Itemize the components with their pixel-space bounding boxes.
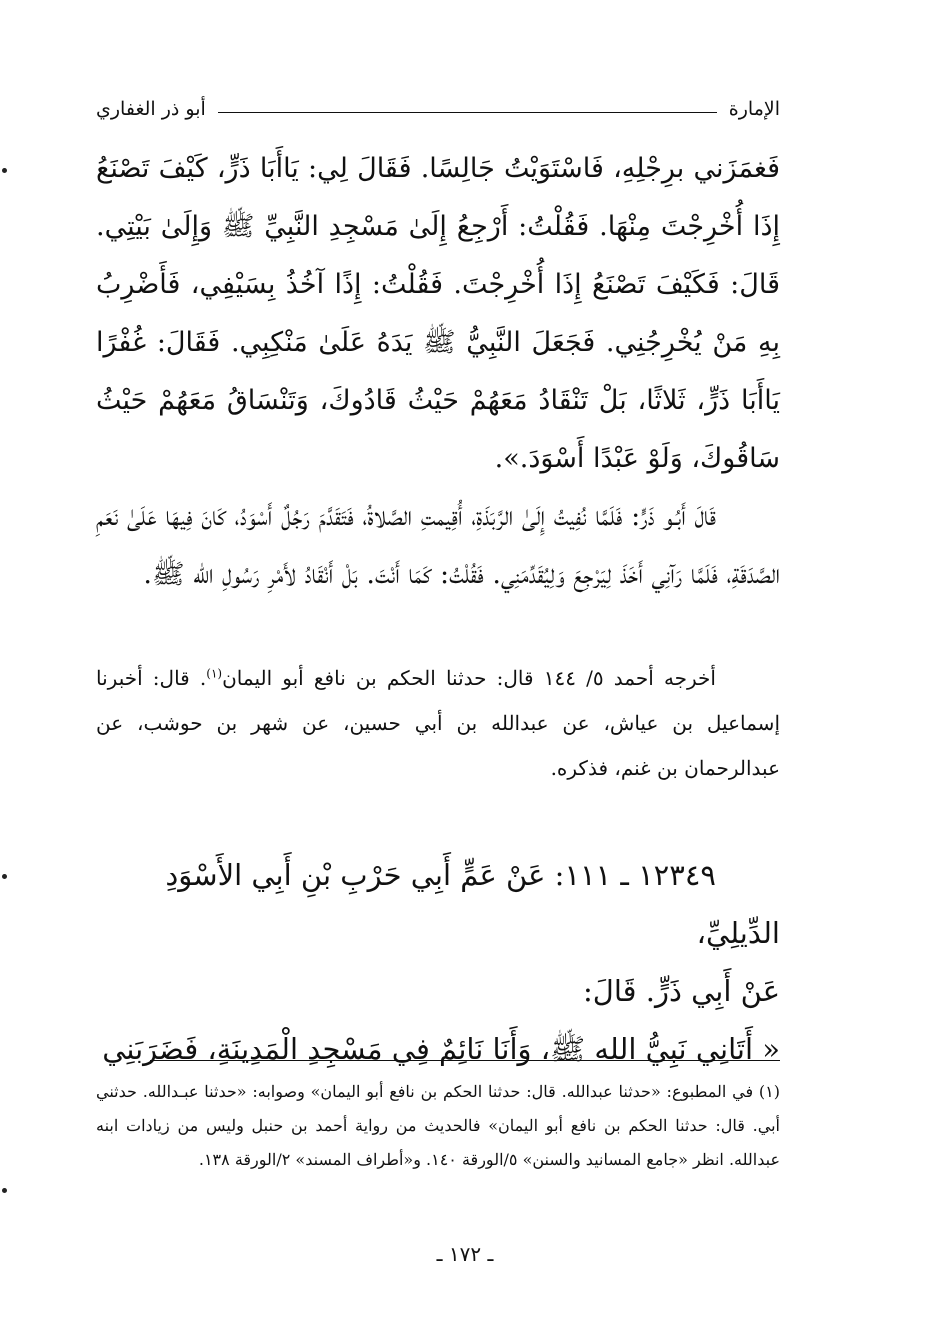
hadith-narrator: عَنْ أَبِي ذَرٍّ. قَالَ: [582,974,780,1008]
scan-mark [2,168,7,173]
footnote-divider [150,1060,780,1061]
paragraph-2: قَالَ أَبُـو ذَرٍّ: فَلَمَّا نُفِيتُ إِلَىٰ الرَّبَذَةِ، أُقِيمتِ الصَّلاةُ، فَتَقَدَّمَ رَجُلٌ أَسْوَدُ، كَانَ فِيهَا عَلَىٰ نَعَمِ الصَّدَقَةِ، فَلَمَّا رَآنِي أَخَذَ لِيَرْجِعَ وَلِيُقَدِّمَنِي. فَقُلْتُ: كَمَا أَنْتَ. بَلْ أَنْقَادُ لأَمْرِ رَسُولِ الله ﷺ. [96,501,780,590]
main-text [96,140,780,604]
scan-mark [2,874,7,879]
paragraph-1: فَغمَزَني برِجْلِهِ، فَاسْتَوَيْتُ جَالِسًا. فَقَالَ لِي: يَاأَبَا ذَرٍّ، كَيْفَ تَصْنَعُ إِذَا أُخْرِجْتَ مِنْهَا. فَقُلْتُ: أَرْجِعُ إِلَىٰ مَسْجِدِ النَّبِيِّ ﷺ وَإِلَىٰ بَيْتِي. قَالَ: فَكَيْفَ تَصْنَعُ إِذَا أُخْرِجْتَ. فَقُلْتُ: إِذًا آخُذُ بِسَيْفِي، فَأَضْرِبُ بِهِ مَنْ يُخْرِجُنِي. فَجَعَلَ النَّبِيُّ ﷺ يَدَهُ عَلَىٰ مَنْكِبِي. فَقَالَ: غُفْرًا يَاأَبَا ذَرٍّ، ثَلاثًا، بَلْ تَنْقَادُ مَعَهُمْ حَيْثُ قَادُوكَ، وَتَنْسَاقُ مَعَهُمْ حَيْثُ سَاقُوكَ، وَلَوْ عَبْدًا أَسْوَدَ.». [96,153,780,474]
header-rule [218,112,717,113]
source-note [96,656,780,791]
source-text-end: . قال: أخبرنا إسماعيل بن عياش، عن عبدالله بن أبي حسين، عن شهر بن حوشب، عن عبدالرحمان بن غنم، فذكره. [96,666,780,780]
footnote [96,1075,780,1177]
running-header [96,94,780,124]
footnote-text: (١) في المطبوع: «حدثنا عبدالله. قال: حدثنا الحكم بن نافع أبو اليمان» وصوابه: «حدثنا عبـدالله. حدثني أبي. قال: حدثنا الحكم بن نافع أبو اليمان» فالحديث من رواية أحمد بن حنبل وليس من زيادات ابنه عبدالله. انظر «جامع المسانيد والسنن» ٥/الورقة ١٤٠. و«أطراف المسند» ٢/الورقة ١٣٨. [96,1082,780,1169]
source-paragraph [96,656,780,791]
hadith-heading: ١٢٣٤٩ ـ ١١١: عَنْ عَمٍّ أَبِي حَرْبِ بْنِ أَبِي الأَسْوَدِ الدِّيلِيِّ، [165,858,780,950]
hadith-text: « أَتَانِي نَبِيُّ الله ﷺ، وَأَنَا نَائِمٌ فِي مَسْجِدِ الْمَدِينَةِ، فَضَرَبَنِي [102,1032,780,1066]
page-number: ـ ١٧٢ ـ [436,1242,494,1266]
section-title: الإمارة [728,98,780,120]
scan-mark [2,1188,7,1193]
source-text-start: أخرجه أحمد ٥/ ١٤٤ قال: حدثنا الحكم بن نافع أبو اليمان [222,666,716,690]
chapter-title: أبو ذر الغفاري [96,98,206,120]
hadith-entry [96,846,780,1078]
footnote-reference: (١) [206,666,223,681]
